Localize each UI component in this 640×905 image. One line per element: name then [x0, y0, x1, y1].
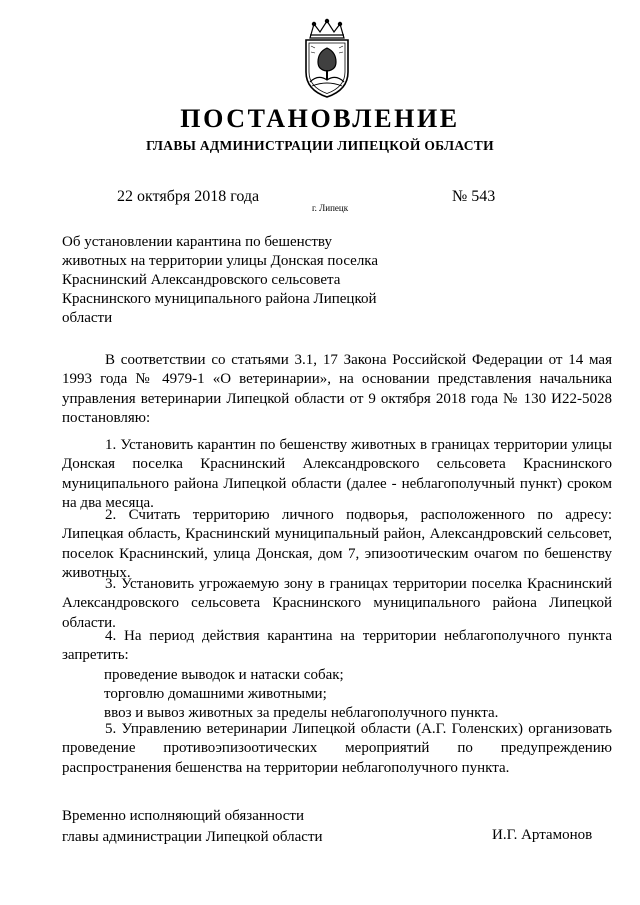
- signatory-position-line-2: главы администрации Липецкой области: [62, 829, 323, 845]
- prohibition-item: торговлю домашними животными;: [104, 686, 327, 702]
- paragraph-1: 1. Установить карантин по бешенству животных в границах территории улицы Донская поселка Краснинский Александровского сельсовета Краснинского муниципального района Липецкой области (далее - неблагополучный пункт) сроком на два месяца.: [62, 437, 612, 512]
- paragraph-4: 4. На период действия карантина на территории неблагополучного пункта запретить:: [62, 628, 612, 664]
- signatory-position: [62, 806, 323, 848]
- signatory-position-line-1: Временно исполняющий обязанности: [62, 808, 305, 824]
- prohibition-item: ввоз и вывоз животных за пределы неблагополучного пункта.: [104, 705, 499, 721]
- prohibition-item: проведение выводок и натаски собак;: [104, 667, 344, 683]
- coat-of-arms-icon: [296, 18, 358, 100]
- preamble-paragraph: В соответствии со статьями 3.1, 17 Закона Российской Федерации от 14 мая 1993 года № 4979-1 «О ветеринарии», на основании представления начальника управления ветеринарии Липецкой области от 9 октября 2018 года № 130 И22-5028 постановляю:: [62, 352, 612, 427]
- signatory-name: И.Г. Артамонов: [492, 827, 593, 843]
- document-date: 22 октября 2018 года: [117, 188, 260, 205]
- document-subject: Об установлении карантина по бешенству животных на территории улицы Донская поселка Краснинский Александровского сельсовета Краснинского муниципального района Липецкой области: [62, 234, 379, 326]
- paragraph-5: 5. Управлению ветеринарии Липецкой области (А.Г. Голенских) организовать проведение противоэпизоотических мероприятий по предупреждению распространения бешенства на территории неблагополучного пункта.: [62, 721, 612, 776]
- paragraph-3: 3. Установить угрожаемую зону в границах территории поселка Краснинский Александровского сельсовета Краснинского муниципального района Липецкой области.: [62, 576, 612, 631]
- paragraph-2: 2. Считать территорию личного подворья, расположенного по адресу: Липецкая область, Краснинский муниципальный район, Александровский сельсовет, поселок Краснинский, улица Донская, дом 7, эпизоотическим очагом по бешенству животных.: [62, 507, 612, 582]
- document-title: ПОСТАНОВЛЕНИЕ: [180, 104, 460, 133]
- document-city: г. Липецк: [312, 203, 349, 213]
- document-number: № 543: [452, 188, 496, 205]
- document-subtitle: ГЛАВЫ АДМИНИСТРАЦИИ ЛИПЕЦКОЙ ОБЛАСТИ: [146, 138, 494, 153]
